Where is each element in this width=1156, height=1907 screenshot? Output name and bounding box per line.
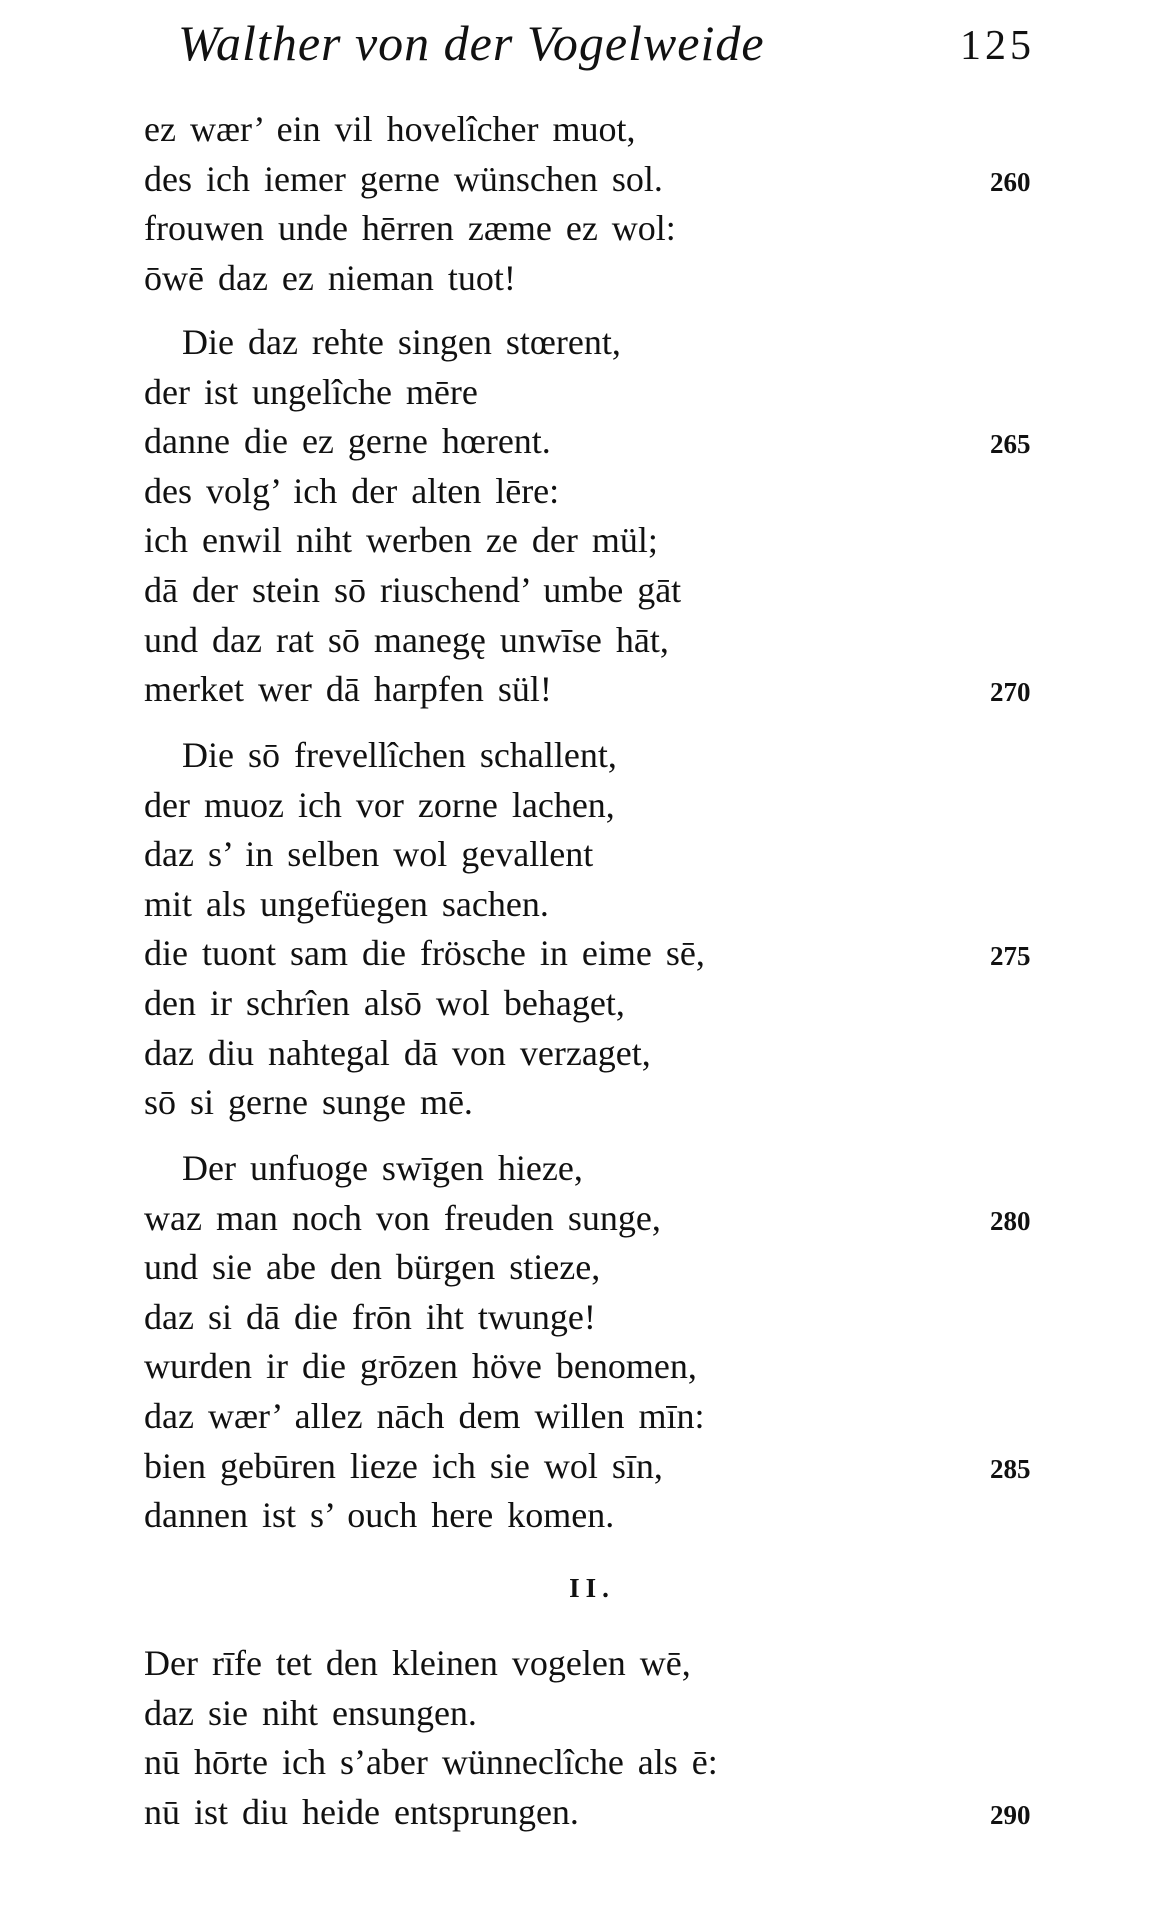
verse-line — [0, 318, 1156, 368]
verse-line — [0, 467, 1156, 517]
verse-line — [0, 566, 1156, 616]
page-number: 125 — [960, 23, 1035, 69]
verse-text: frouwen unde hērren zæme ez wol: — [144, 208, 676, 249]
verse-line — [0, 665, 1156, 715]
stanza-4 — [0, 1144, 1156, 1541]
verse-text: danne die ez gerne hœrent. — [144, 421, 551, 462]
stanza-3 — [0, 731, 1156, 1128]
verse-text: daz diu nahtegal dā von verzaget, — [144, 1032, 651, 1073]
verse-text: daz wær’ allez nāch dem willen mīn: — [144, 1395, 705, 1436]
verse-text: Der unfuoge swīgen hieze, — [182, 1148, 583, 1188]
verse-text: nū ist diu heide entsprungen. — [144, 1791, 579, 1832]
verse-text: ōwē daz ez nieman tuot! — [144, 257, 516, 298]
verse-text: den ir schrîen alsō wol behaget, — [144, 982, 625, 1023]
verse-text: ich enwil niht werben ze der mül; — [144, 520, 658, 561]
verse-line — [0, 830, 1156, 880]
line-number: 280 — [990, 1205, 1031, 1236]
verse-line — [0, 1029, 1156, 1079]
verse-text: die tuont sam die frösche in eime sē, — [144, 933, 705, 974]
verse-text: Die daz rehte singen stœrent, — [182, 322, 621, 362]
verse-text: dannen ist s’ ouch here komen. — [144, 1495, 615, 1536]
verse-line — [0, 979, 1156, 1029]
verse-text: wurden ir die grōzen höve benomen, — [144, 1346, 697, 1387]
verse-line — [0, 1144, 1156, 1194]
verse-text: Der rīfe tet den kleinen vogelen wē, — [144, 1643, 691, 1683]
verse-line — [0, 616, 1156, 666]
verse-text: Die sō frevellîchen schallent, — [182, 735, 617, 775]
verse-line — [0, 1243, 1156, 1293]
verse-line — [0, 1342, 1156, 1392]
verse-line — [0, 880, 1156, 930]
verse-line — [0, 105, 1156, 155]
verse-text: nū hōrte ich s’aber wünneclîche als ē: — [144, 1742, 718, 1783]
line-number: 285 — [990, 1453, 1031, 1484]
verse-line — [0, 1293, 1156, 1343]
line-number: 265 — [990, 429, 1031, 460]
running-title: Walther von der Vogelweide — [178, 15, 765, 71]
verse-line — [0, 929, 1156, 979]
verse-text: daz si dā die frōn iht twunge! — [144, 1296, 596, 1337]
verse-line — [0, 1689, 1156, 1739]
verse-line — [0, 254, 1156, 304]
verse-line — [0, 1194, 1156, 1244]
verse-line — [0, 1078, 1156, 1128]
line-number: 270 — [990, 677, 1031, 708]
verse-line — [0, 155, 1156, 205]
verse-line — [0, 1639, 1156, 1689]
line-number: 275 — [990, 941, 1031, 972]
verse-line — [0, 1442, 1156, 1492]
verse-line — [0, 204, 1156, 254]
section-heading: II. — [569, 1573, 615, 1603]
verse-text: bien gebūren lieze ich sie wol sīn, — [144, 1445, 663, 1486]
verse-text: des ich iemer gerne wünschen sol. — [144, 158, 663, 199]
verse-line — [0, 1491, 1156, 1541]
verse-line — [0, 1788, 1156, 1838]
verse-text: dā der stein sō riuschend’ umbe gāt — [144, 569, 682, 610]
verse-text: der ist ungelîche mēre — [144, 371, 478, 412]
stanza-5 — [0, 1639, 1156, 1837]
verse-text: der muoz ich vor zorne lachen, — [144, 784, 615, 825]
verse-text: des volg’ ich der alten lēre: — [144, 470, 560, 511]
verse-line — [0, 368, 1156, 418]
verse-line — [0, 1392, 1156, 1442]
verse-text: mit als ungefüegen sachen. — [144, 883, 549, 924]
verse-text: daz sie niht ensungen. — [144, 1692, 477, 1733]
verse-text: und daz rat sō manegę unwīse hāt, — [144, 619, 669, 660]
verse-line — [0, 731, 1156, 781]
stanza-1 — [0, 105, 1156, 303]
line-number: 290 — [990, 1799, 1031, 1830]
line-number: 260 — [990, 166, 1031, 197]
verse-text: sō si gerne sunge mē. — [144, 1082, 473, 1123]
verse-text: ez wær’ ein vil hovelîcher muot, — [144, 109, 636, 149]
verse-text: merket wer dā harpfen sül! — [144, 669, 552, 710]
stanza-2 — [0, 318, 1156, 715]
verse-text: daz s’ in selben wol gevallent — [144, 834, 594, 875]
verse-line — [0, 1738, 1156, 1788]
verse-text: und sie abe den bürgen stieze, — [144, 1247, 601, 1288]
verse-line — [0, 516, 1156, 566]
page-header — [0, 14, 1156, 84]
verse-line — [0, 417, 1156, 467]
verse-line — [0, 781, 1156, 831]
verse-text: waz man noch von freuden sunge, — [144, 1197, 661, 1238]
